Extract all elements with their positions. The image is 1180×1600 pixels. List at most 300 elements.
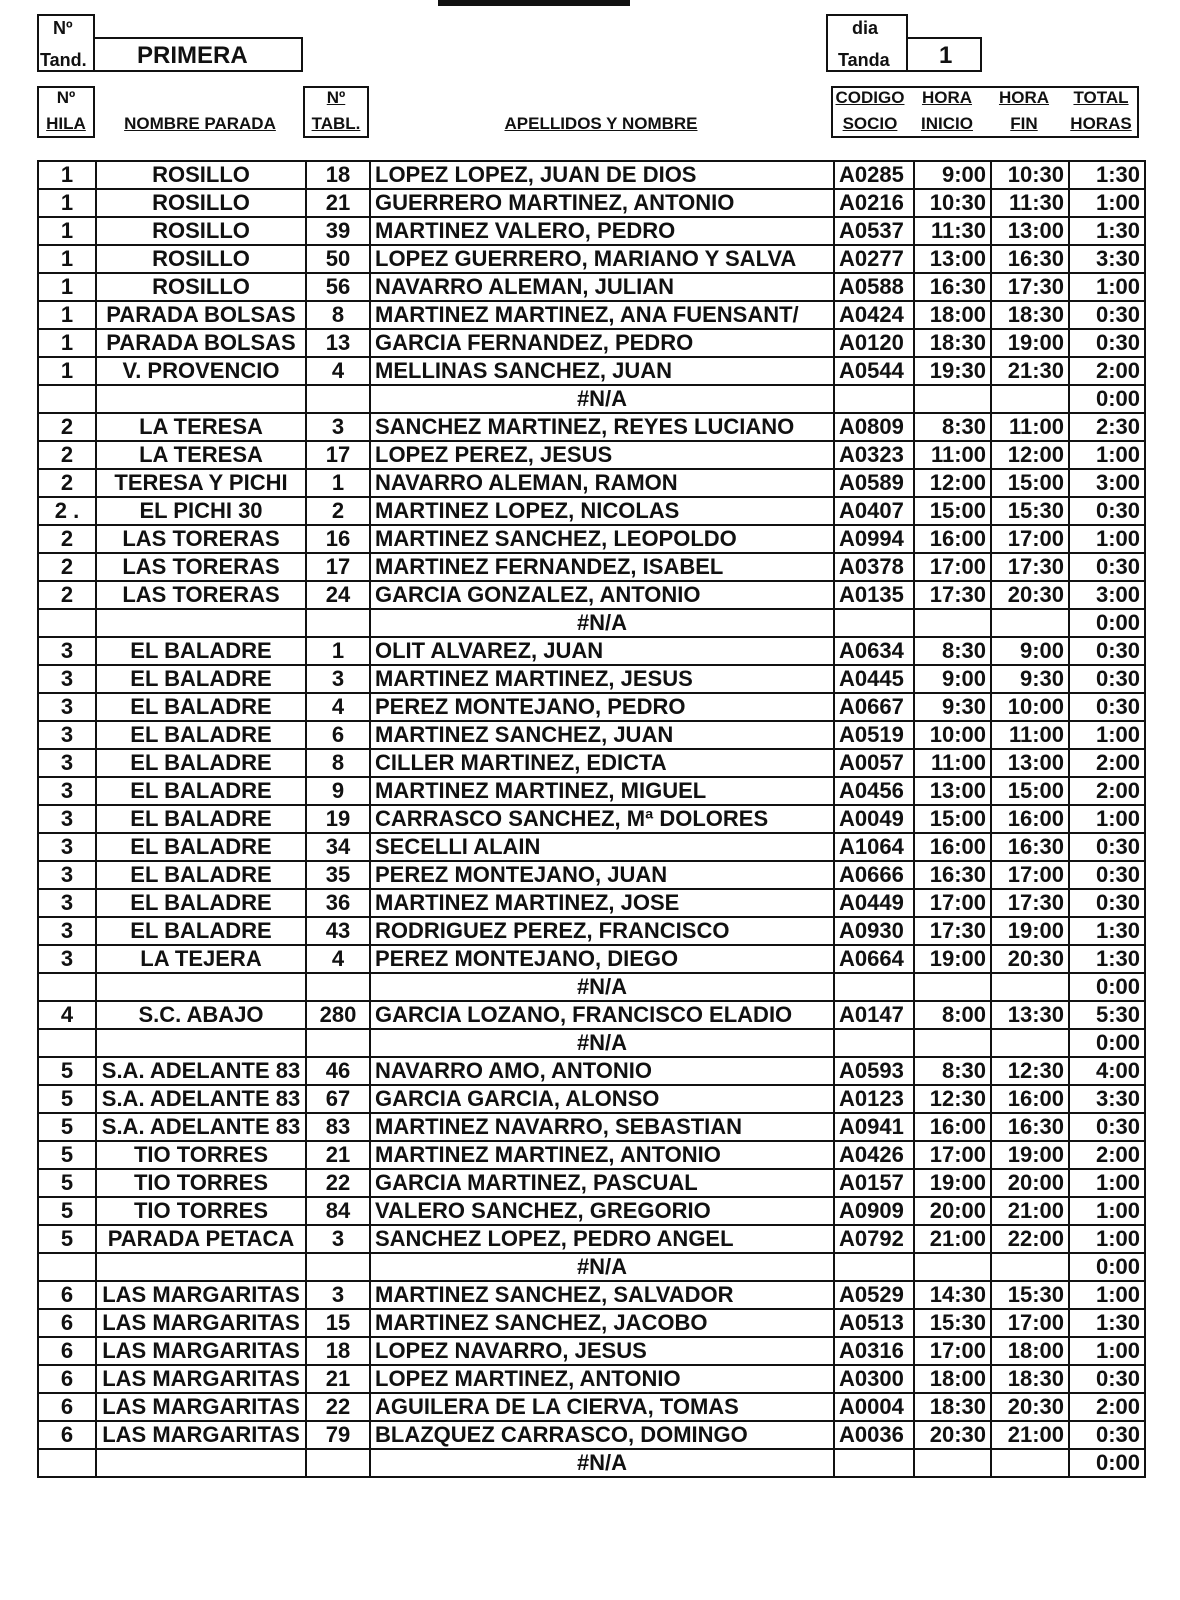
parada-cell	[96, 973, 306, 1001]
table-row	[38, 1113, 1145, 1141]
table-row	[38, 189, 1145, 217]
fin-cell: 15:00	[991, 777, 1069, 805]
inicio-cell: 10:00	[914, 721, 991, 749]
table-row	[38, 245, 1145, 273]
tabl-cell: 22	[306, 1393, 370, 1421]
table-row	[38, 1225, 1145, 1253]
na-row	[38, 385, 1145, 413]
nombre-cell: #N/A	[370, 385, 834, 413]
table-row	[38, 1057, 1145, 1085]
fin-cell: 17:00	[991, 861, 1069, 889]
nombre-cell: NAVARRO ALEMAN, JULIAN	[370, 273, 834, 301]
fin-cell: 11:00	[991, 413, 1069, 441]
fin-cell: 19:00	[991, 329, 1069, 357]
nombre-cell: LOPEZ NAVARRO, JESUS	[370, 1337, 834, 1365]
hila-cell: 5	[38, 1169, 96, 1197]
hila-cell: 6	[38, 1365, 96, 1393]
codigo-cell: A0424	[834, 301, 914, 329]
codigo-cell: A0300	[834, 1365, 914, 1393]
fin-cell: 16:30	[991, 245, 1069, 273]
table-row	[38, 917, 1145, 945]
total-header-bottom: HORAS	[1070, 114, 1132, 133]
fin-cell: 15:30	[991, 497, 1069, 525]
fin-cell: 22:00	[991, 1225, 1069, 1253]
schedule-rows	[38, 161, 1145, 1477]
fin-cell	[991, 609, 1069, 637]
inicio-cell	[914, 1449, 991, 1477]
total-cell: 1:00	[1069, 1337, 1145, 1365]
inicio-cell: 21:00	[914, 1225, 991, 1253]
tabl-cell: 36	[306, 889, 370, 917]
tabl-cell: 84	[306, 1197, 370, 1225]
codigo-cell: A0004	[834, 1393, 914, 1421]
total-cell: 1:30	[1069, 917, 1145, 945]
na-row	[38, 973, 1145, 1001]
codigo-cell: A0378	[834, 553, 914, 581]
tabl-cell: 3	[306, 665, 370, 693]
hila-cell: 3	[38, 889, 96, 917]
hila-cell	[38, 1449, 96, 1477]
nombre-header: APELLIDOS Y NOMBRE	[504, 114, 698, 133]
nombre-cell: MARTINEZ FERNANDEZ, ISABEL	[370, 553, 834, 581]
hila-cell: 5	[38, 1057, 96, 1085]
tabl-cell: 46	[306, 1057, 370, 1085]
fin-cell: 20:30	[991, 1393, 1069, 1421]
inicio-cell: 17:00	[914, 889, 991, 917]
inicio-cell: 19:00	[914, 1169, 991, 1197]
inicio-cell: 12:30	[914, 1085, 991, 1113]
parada-cell: LAS TORERAS	[96, 581, 306, 609]
table-row	[38, 469, 1145, 497]
fin-cell: 13:30	[991, 1001, 1069, 1029]
total-cell: 2:00	[1069, 1141, 1145, 1169]
hila-cell: 1	[38, 189, 96, 217]
inicio-cell: 20:30	[914, 1421, 991, 1449]
fin-cell: 15:30	[991, 1281, 1069, 1309]
tabl-cell: 19	[306, 805, 370, 833]
tabl-cell: 4	[306, 357, 370, 385]
tabl-cell: 3	[306, 1281, 370, 1309]
table-row	[38, 553, 1145, 581]
fin-cell: 9:30	[991, 665, 1069, 693]
nombre-cell: MARTINEZ MARTINEZ, ANTONIO	[370, 1141, 834, 1169]
parada-cell: EL BALADRE	[96, 637, 306, 665]
fin-header-top: HORA	[998, 88, 1050, 107]
table-row	[38, 1281, 1145, 1309]
parada-cell: LAS MARGARITAS	[96, 1309, 306, 1337]
codigo-cell: A0147	[834, 1001, 914, 1029]
hila-cell: 2	[38, 413, 96, 441]
nombre-cell: MARTINEZ MARTINEZ, JOSE	[370, 889, 834, 917]
fin-cell: 21:00	[991, 1421, 1069, 1449]
codigo-cell	[834, 973, 914, 1001]
codigo-cell: A0544	[834, 357, 914, 385]
table-row	[38, 1365, 1145, 1393]
parada-cell: S.A. ADELANTE 83	[96, 1057, 306, 1085]
nombre-cell: OLIT ALVAREZ, JUAN	[370, 637, 834, 665]
total-cell: 0:30	[1069, 329, 1145, 357]
nombre-cell: MARTINEZ MARTINEZ, JESUS	[370, 665, 834, 693]
nombre-cell: GARCIA GARCIA, ALONSO	[370, 1085, 834, 1113]
fin-cell: 19:00	[991, 917, 1069, 945]
codigo-cell: A0057	[834, 749, 914, 777]
total-cell: 2:00	[1069, 749, 1145, 777]
parada-cell: TIO TORRES	[96, 1141, 306, 1169]
parada-cell: PARADA BOLSAS	[96, 329, 306, 357]
fin-cell: 17:30	[991, 889, 1069, 917]
table-row	[38, 889, 1145, 917]
hila-cell: 3	[38, 861, 96, 889]
inicio-cell: 16:00	[914, 833, 991, 861]
na-row	[38, 1253, 1145, 1281]
nombre-cell: BLAZQUEZ CARRASCO, DOMINGO	[370, 1421, 834, 1449]
table-row	[38, 1001, 1145, 1029]
nombre-cell: #N/A	[370, 1449, 834, 1477]
codigo-cell: A0426	[834, 1141, 914, 1169]
fin-cell: 17:30	[991, 273, 1069, 301]
codigo-cell: A0792	[834, 1225, 914, 1253]
fin-cell: 9:00	[991, 637, 1069, 665]
inicio-cell: 18:00	[914, 301, 991, 329]
inicio-cell: 9:30	[914, 693, 991, 721]
tanda-label: Tanda	[838, 50, 890, 70]
hila-cell: 5	[38, 1141, 96, 1169]
codigo-cell: A0323	[834, 441, 914, 469]
inicio-cell: 17:00	[914, 1141, 991, 1169]
nombre-cell: MARTINEZ NAVARRO, SEBASTIAN	[370, 1113, 834, 1141]
parada-cell: EL BALADRE	[96, 749, 306, 777]
nombre-cell: SANCHEZ MARTINEZ, REYES LUCIANO	[370, 413, 834, 441]
inicio-cell: 8:30	[914, 637, 991, 665]
fin-cell	[991, 1253, 1069, 1281]
fin-cell	[991, 973, 1069, 1001]
parada-cell: LA TERESA	[96, 413, 306, 441]
fin-cell: 12:00	[991, 441, 1069, 469]
tabl-cell: 21	[306, 189, 370, 217]
inicio-cell: 8:30	[914, 413, 991, 441]
fin-cell: 11:30	[991, 189, 1069, 217]
codigo-cell: A0664	[834, 945, 914, 973]
total-cell: 0:00	[1069, 973, 1145, 1001]
total-cell: 0:30	[1069, 665, 1145, 693]
table-row	[38, 329, 1145, 357]
fin-cell: 17:00	[991, 525, 1069, 553]
parada-cell: TIO TORRES	[96, 1197, 306, 1225]
inicio-cell: 8:30	[914, 1057, 991, 1085]
nombre-cell: MARTINEZ SANCHEZ, LEOPOLDO	[370, 525, 834, 553]
hila-cell: 3	[38, 777, 96, 805]
table-row	[38, 945, 1145, 973]
fin-cell	[991, 1029, 1069, 1057]
hila-cell: 3	[38, 917, 96, 945]
fin-cell: 16:00	[991, 1085, 1069, 1113]
parada-cell: PARADA BOLSAS	[96, 301, 306, 329]
total-cell: 1:00	[1069, 1225, 1145, 1253]
table-row	[38, 217, 1145, 245]
nombre-cell: NAVARRO ALEMAN, RAMON	[370, 469, 834, 497]
schedule-table	[37, 160, 1146, 1478]
codigo-cell: A0589	[834, 469, 914, 497]
fin-cell	[991, 385, 1069, 413]
nombre-cell: CARRASCO SANCHEZ, Mª DOLORES	[370, 805, 834, 833]
hila-cell: 2	[38, 441, 96, 469]
hila-cell: 3	[38, 665, 96, 693]
tabl-cell: 39	[306, 217, 370, 245]
hila-cell: 2 .	[38, 497, 96, 525]
nombre-cell: #N/A	[370, 973, 834, 1001]
total-cell: 3:00	[1069, 581, 1145, 609]
nombre-cell: LOPEZ PEREZ, JESUS	[370, 441, 834, 469]
tabl-cell	[306, 609, 370, 637]
codigo-cell: A0513	[834, 1309, 914, 1337]
tabl-cell: 35	[306, 861, 370, 889]
hila-cell: 5	[38, 1113, 96, 1141]
total-cell: 3:00	[1069, 469, 1145, 497]
inicio-cell: 17:00	[914, 1337, 991, 1365]
codigo-cell: A0593	[834, 1057, 914, 1085]
table-row	[38, 1337, 1145, 1365]
tabl-cell: 16	[306, 525, 370, 553]
tabl-cell: 17	[306, 441, 370, 469]
parada-cell: EL PICHI 30	[96, 497, 306, 525]
tabl-cell	[306, 1449, 370, 1477]
parada-cell	[96, 1029, 306, 1057]
parada-cell: S.A. ADELANTE 83	[96, 1113, 306, 1141]
tabl-cell: 22	[306, 1169, 370, 1197]
table-row	[38, 693, 1145, 721]
hila-cell: 5	[38, 1197, 96, 1225]
parada-cell	[96, 385, 306, 413]
total-cell: 1:00	[1069, 805, 1145, 833]
fin-cell	[991, 1449, 1069, 1477]
nombre-cell: PEREZ MONTEJANO, JUAN	[370, 861, 834, 889]
nombre-cell: MELLINAS SANCHEZ, JUAN	[370, 357, 834, 385]
tabl-cell: 24	[306, 581, 370, 609]
total-cell: 1:00	[1069, 525, 1145, 553]
inicio-cell: 16:00	[914, 1113, 991, 1141]
total-cell: 1:00	[1069, 441, 1145, 469]
inicio-cell: 11:00	[914, 749, 991, 777]
total-cell: 1:30	[1069, 945, 1145, 973]
nombre-cell: MARTINEZ MARTINEZ, ANA FUENSANT/	[370, 301, 834, 329]
table-row	[38, 861, 1145, 889]
codigo-cell: A0316	[834, 1337, 914, 1365]
hila-cell: 2	[38, 581, 96, 609]
fin-cell: 13:00	[991, 217, 1069, 245]
inicio-cell: 10:30	[914, 189, 991, 217]
tabl-cell: 56	[306, 273, 370, 301]
hila-cell: 1	[38, 273, 96, 301]
fin-cell: 20:00	[991, 1169, 1069, 1197]
inicio-cell	[914, 1029, 991, 1057]
inicio-cell: 19:30	[914, 357, 991, 385]
hila-header-bottom: HILA	[46, 114, 86, 133]
fin-cell: 20:30	[991, 945, 1069, 973]
nombre-cell: MARTINEZ VALERO, PEDRO	[370, 217, 834, 245]
tanda-name-box	[93, 37, 303, 72]
hila-cell	[38, 1253, 96, 1281]
table-row	[38, 581, 1145, 609]
codigo-cell: A0909	[834, 1197, 914, 1225]
parada-cell: S.C. ABAJO	[96, 1001, 306, 1029]
inicio-header-bottom: INICIO	[921, 114, 973, 133]
total-cell: 1:30	[1069, 1309, 1145, 1337]
tabl-cell	[306, 1253, 370, 1281]
codigo-cell: A0809	[834, 413, 914, 441]
codigo-cell: A0941	[834, 1113, 914, 1141]
inicio-cell: 18:30	[914, 1393, 991, 1421]
tabl-cell: 21	[306, 1365, 370, 1393]
total-cell: 2:00	[1069, 777, 1145, 805]
parada-cell: TERESA Y PICHI	[96, 469, 306, 497]
codigo-cell: A0667	[834, 693, 914, 721]
hila-cell: 3	[38, 693, 96, 721]
total-cell: 0:30	[1069, 553, 1145, 581]
parada-cell: EL BALADRE	[96, 917, 306, 945]
total-cell: 1:00	[1069, 1281, 1145, 1309]
tabl-cell: 13	[306, 329, 370, 357]
codigo-cell	[834, 1253, 914, 1281]
nombre-cell: MARTINEZ MARTINEZ, MIGUEL	[370, 777, 834, 805]
hila-cell: 1	[38, 245, 96, 273]
tabl-cell: 18	[306, 1337, 370, 1365]
fin-cell: 16:30	[991, 833, 1069, 861]
table-row	[38, 413, 1145, 441]
inicio-cell: 16:30	[914, 861, 991, 889]
fin-cell: 19:00	[991, 1141, 1069, 1169]
hila-cell: 3	[38, 721, 96, 749]
table-row	[38, 161, 1145, 189]
hila-cell: 3	[38, 805, 96, 833]
inicio-cell: 18:00	[914, 1365, 991, 1393]
tabl-header-top: Nº	[326, 88, 346, 107]
table-row	[38, 525, 1145, 553]
tanda-number-box	[906, 37, 982, 72]
inicio-cell: 12:00	[914, 469, 991, 497]
total-cell: 3:30	[1069, 1085, 1145, 1113]
codigo-cell: A0120	[834, 329, 914, 357]
inicio-cell	[914, 1253, 991, 1281]
fin-cell: 20:30	[991, 581, 1069, 609]
tabl-cell: 17	[306, 553, 370, 581]
table-row	[38, 665, 1145, 693]
inicio-cell: 9:00	[914, 161, 991, 189]
tand-label: Tand.	[40, 50, 87, 70]
hila-cell: 2	[38, 525, 96, 553]
parada-cell: S.A. ADELANTE 83	[96, 1085, 306, 1113]
na-row	[38, 1029, 1145, 1057]
hila-cell: 5	[38, 1225, 96, 1253]
parada-cell: ROSILLO	[96, 189, 306, 217]
table-row	[38, 301, 1145, 329]
total-cell: 0:30	[1069, 1365, 1145, 1393]
hila-cell: 5	[38, 1085, 96, 1113]
total-cell: 0:30	[1069, 833, 1145, 861]
top-rule	[438, 0, 630, 6]
fin-cell: 13:00	[991, 749, 1069, 777]
tabl-cell: 67	[306, 1085, 370, 1113]
fin-cell: 21:00	[991, 1197, 1069, 1225]
hila-cell: 1	[38, 301, 96, 329]
total-cell: 0:30	[1069, 637, 1145, 665]
codigo-cell	[834, 1449, 914, 1477]
inicio-cell: 17:30	[914, 581, 991, 609]
table-row	[38, 441, 1145, 469]
inicio-cell: 11:30	[914, 217, 991, 245]
table-row	[38, 273, 1145, 301]
table-row	[38, 1085, 1145, 1113]
nombre-cell: MARTINEZ LOPEZ, NICOLAS	[370, 497, 834, 525]
tabl-cell: 21	[306, 1141, 370, 1169]
parada-cell: V. PROVENCIO	[96, 357, 306, 385]
parada-cell	[96, 1253, 306, 1281]
codigo-cell: A0588	[834, 273, 914, 301]
total-cell: 0:30	[1069, 301, 1145, 329]
parada-cell: EL BALADRE	[96, 693, 306, 721]
hila-cell: 1	[38, 329, 96, 357]
inicio-cell: 9:00	[914, 665, 991, 693]
inicio-cell	[914, 385, 991, 413]
na-row	[38, 1449, 1145, 1477]
nombre-cell: RODRIGUEZ PEREZ, FRANCISCO	[370, 917, 834, 945]
na-row	[38, 609, 1145, 637]
total-cell: 0:00	[1069, 385, 1145, 413]
hila-cell: 3	[38, 833, 96, 861]
tabl-cell: 79	[306, 1421, 370, 1449]
hila-header-top: Nº	[56, 88, 76, 107]
inicio-cell: 8:00	[914, 1001, 991, 1029]
tabl-cell: 83	[306, 1113, 370, 1141]
tabl-cell: 15	[306, 1309, 370, 1337]
parada-cell: EL BALADRE	[96, 665, 306, 693]
hila-cell: 3	[38, 637, 96, 665]
nombre-cell: #N/A	[370, 1253, 834, 1281]
tabl-cell: 50	[306, 245, 370, 273]
nombre-cell: CILLER MARTINEZ, EDICTA	[370, 749, 834, 777]
tabl-cell: 8	[306, 301, 370, 329]
parada-cell: ROSILLO	[96, 217, 306, 245]
total-cell: 0:00	[1069, 1253, 1145, 1281]
inicio-cell: 20:00	[914, 1197, 991, 1225]
parada-cell: LAS MARGARITAS	[96, 1393, 306, 1421]
inicio-cell: 13:00	[914, 777, 991, 805]
inicio-cell: 17:00	[914, 553, 991, 581]
n-label: Nº	[53, 18, 73, 38]
nombre-cell: SANCHEZ LOPEZ, PEDRO ANGEL	[370, 1225, 834, 1253]
table-row	[38, 1393, 1145, 1421]
parada-cell: EL BALADRE	[96, 833, 306, 861]
table-row	[38, 497, 1145, 525]
tabl-cell: 1	[306, 469, 370, 497]
fin-cell: 18:30	[991, 301, 1069, 329]
hila-cell: 6	[38, 1309, 96, 1337]
total-cell: 2:00	[1069, 357, 1145, 385]
parada-cell: EL BALADRE	[96, 721, 306, 749]
tanda-number: 1	[939, 42, 953, 69]
inicio-cell: 19:00	[914, 945, 991, 973]
codigo-cell: A0666	[834, 861, 914, 889]
nombre-cell: #N/A	[370, 609, 834, 637]
nombre-cell: NAVARRO AMO, ANTONIO	[370, 1057, 834, 1085]
total-cell: 3:30	[1069, 245, 1145, 273]
total-cell: 0:30	[1069, 889, 1145, 917]
nombre-cell: GARCIA MARTINEZ, PASCUAL	[370, 1169, 834, 1197]
table-row	[38, 1309, 1145, 1337]
inicio-cell: 17:30	[914, 917, 991, 945]
total-cell: 0:00	[1069, 609, 1145, 637]
codigo-cell	[834, 1029, 914, 1057]
fin-cell: 17:30	[991, 553, 1069, 581]
